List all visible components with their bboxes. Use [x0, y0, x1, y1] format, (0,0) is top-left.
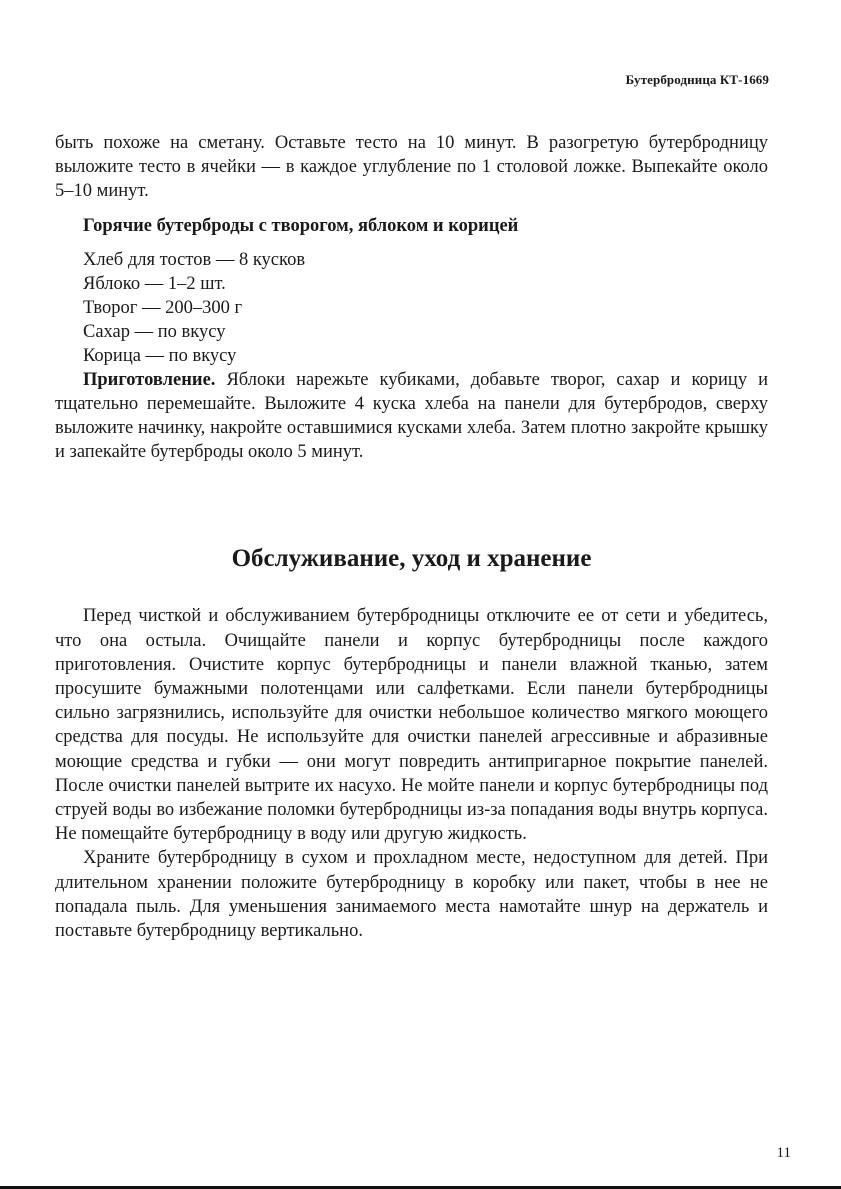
ingredients-list	[55, 248, 768, 368]
ingredient-item: Творог — 200–300 г	[83, 297, 243, 318]
recipe-title: Горячие бутерброды с творогом, яблоком и корицей	[83, 215, 519, 236]
ingredient-item: Яблоко — 1–2 шт.	[83, 273, 226, 294]
ingredient-item: Сахар — по вкусу	[83, 321, 226, 342]
care-paragraph: Перед чисткой и обслуживанием бутербродницы отключите ее от сети и убедитесь, что она остыла. Очищайте панели и корпус бутербродницы после каждого приготовления. Очистите корпус бутербродницы и панели влажной тканью, затем просушите бумажными полотенцами или салфетками. Если панели бутербродницы сильно загрязнились, используйте для очистки небольшое количество мягкого моющего средства для посуды. Не используйте для очистки панелей агрессивные и абразивные моющие средства и губки — они могут повредить антипригарное покрытие панелей. После очистки панелей вытрите их насухо. Не мойте панели и корпус бутербродницы под струей воды во избежание поломки бутербродницы из-за попадания воды внутрь корпуса. Не помещайте бутербродницу в воду или другую жидкость.	[55, 606, 768, 845]
storage-paragraph: Храните бутербродницу в сухом и прохладном месте, недоступном для детей. При длительном хранении положите бутербродницу в коробку или пакет, чтобы в нее не попадала пыль. Для уменьшения занимаемого места намотайте шнур на держатель и поставьте бутербродницу вертикально.	[55, 848, 768, 942]
preparation-paragraph	[55, 368, 768, 465]
ingredient-item: Хлеб для тостов — 8 кусков	[83, 249, 306, 270]
section-title: Обслуживание, уход и хранение	[231, 545, 592, 573]
continued-paragraph: быть похоже на сметану. Оставьте тесто на 10 минут. В разогретую бутербродницу выложите тесто в ячейки — в каждое углубление по 1 столовой ложке. Выпекайте около 5–10 минут.	[55, 133, 768, 202]
page-content	[55, 131, 768, 943]
page-number: 11	[776, 1145, 791, 1161]
preparation-text: Яблоки нарежьте кубиками, добавьте творог, сахар и корицу и тщательно перемешайте. Выложите 4 куска хлеба на панели для бутербродов, сверху выложите начинку, накройте оставшимися кусками хлеба. Затем плотно закройте крышку и запекайте бутерброды около 5 минут.	[55, 369, 768, 463]
ingredient-item: Корица — по вкусу	[83, 345, 237, 366]
running-header: Бутербродница КТ-1669	[625, 72, 769, 87]
preparation-label: Приготовление.	[83, 369, 216, 390]
